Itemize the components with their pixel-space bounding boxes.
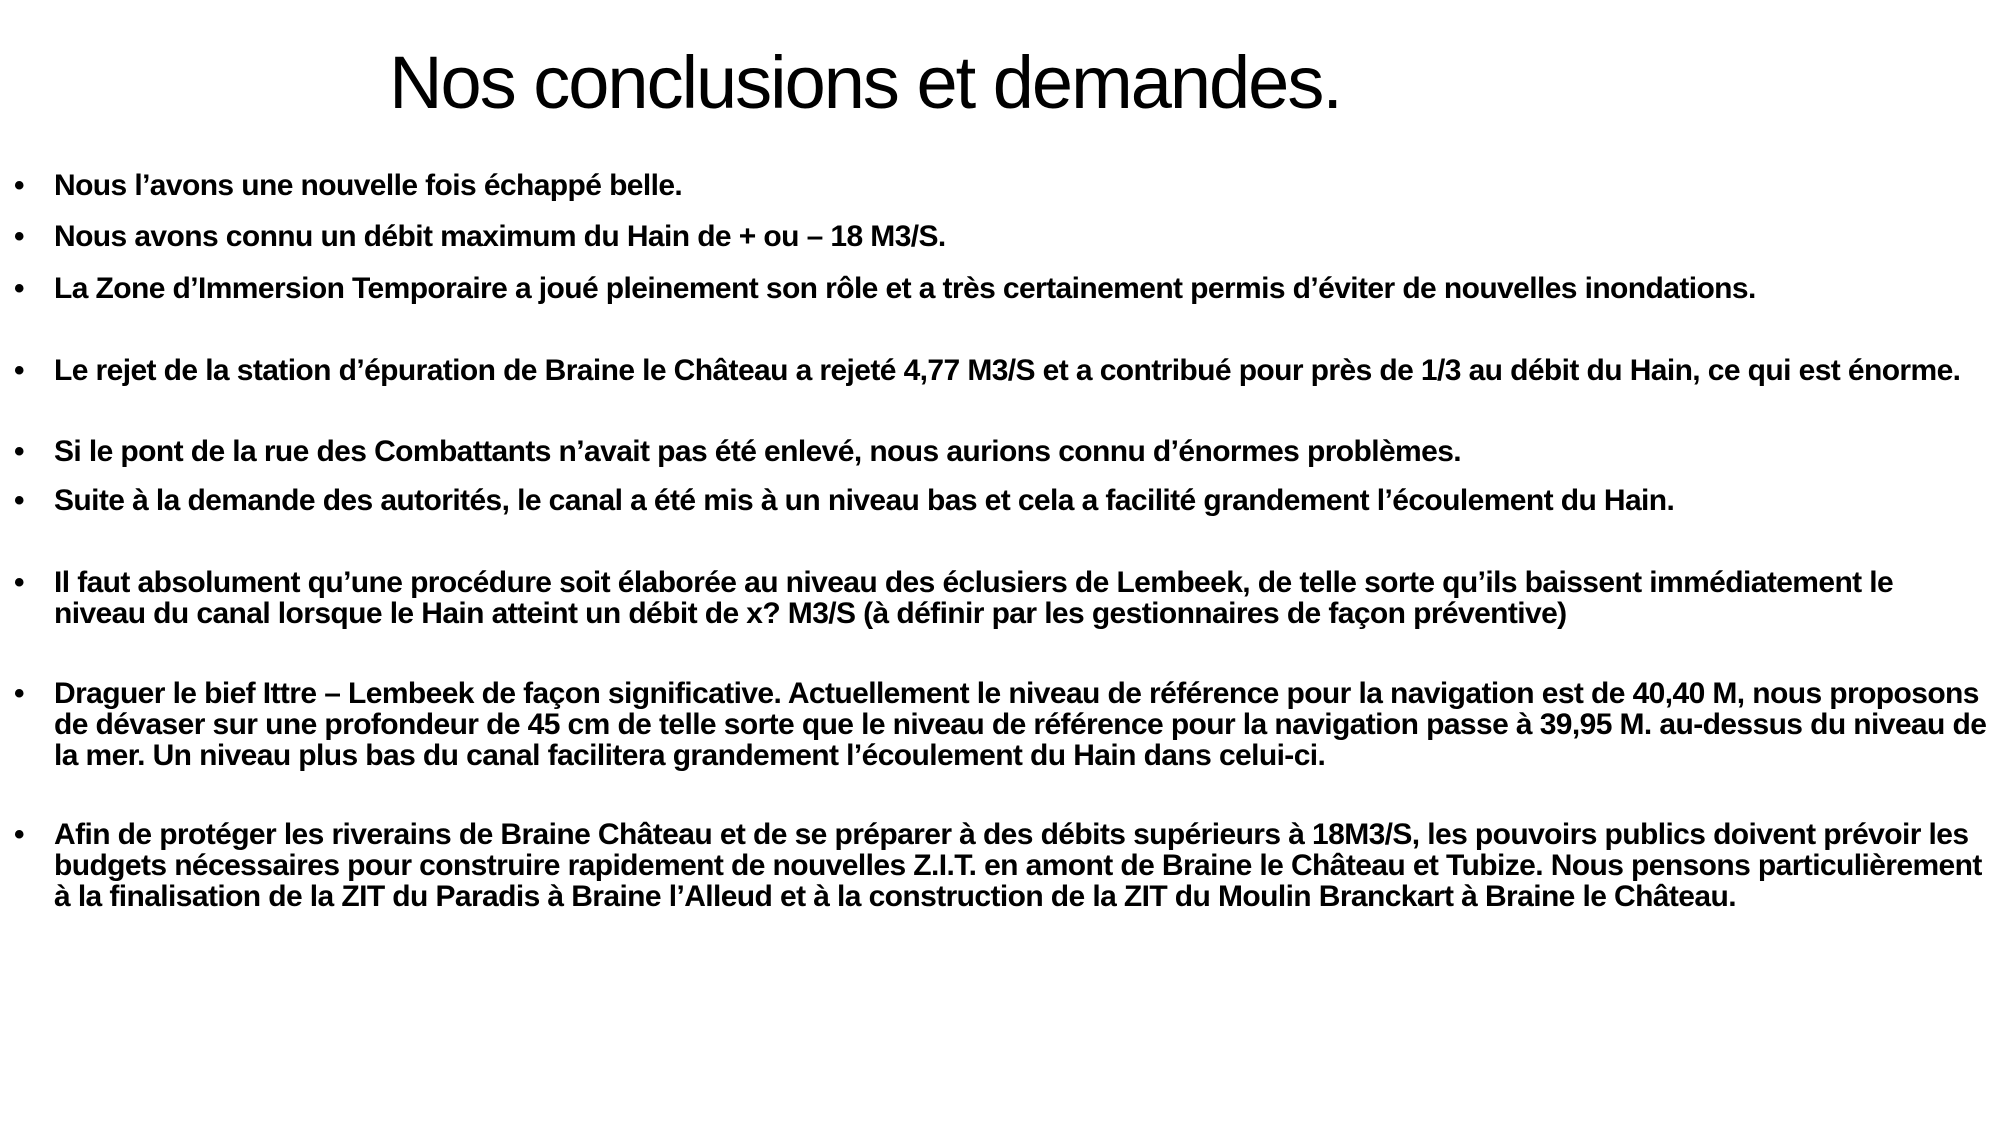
bullet-text: Si le pont de la rue des Combattants n’avait pas été enlevé, nous aurions connu d’énormes problèmes. xyxy=(54,435,1462,468)
bullet-icon: • xyxy=(14,818,24,851)
bullet-text: Suite à la demande des autorités, le canal a été mis à un niveau bas et cela a facilité grandement l’écoulement du Hain. xyxy=(54,484,1675,517)
bullet-item xyxy=(14,566,1989,630)
bullet-icon: • xyxy=(14,677,24,710)
bullet-icon: • xyxy=(14,220,24,253)
bullet-text: La Zone d’Immersion Temporaire a joué pleinement son rôle et a très certainement permis d’éviter de nouvelles inondations. xyxy=(54,272,1756,305)
bullet-item xyxy=(14,272,1989,305)
bullet-text: Afin de protéger les riverains de Braine Château et de se préparer à des débits supérieurs à 18M3/S, les pouvoirs publics doivent prévoir les budgets nécessaires pour construire rapidement de nouvelles Z.I.T. en amont de Braine le Château et Tubize. Nous pensons particulièrement à la finalisation de la ZIT du Paradis à Braine l’Alleud et à la construction de la ZIT du Moulin Branckart à Braine le Château. xyxy=(54,818,1982,913)
bullet-item xyxy=(14,677,1989,772)
bullet-item xyxy=(14,435,1989,468)
bullet-icon: • xyxy=(14,354,24,387)
bullet-icon: • xyxy=(14,169,24,202)
slide-title: Nos conclusions et demandes. xyxy=(389,41,1341,124)
bullet-item xyxy=(14,169,1989,202)
bullet-icon: • xyxy=(14,484,24,517)
bullet-item xyxy=(14,484,1989,517)
bullet-text: Le rejet de la station d’épuration de Braine le Château a rejeté 4,77 M3/S et a contribué pour près de 1/3 au débit du Hain, ce qui est énorme. xyxy=(54,354,1961,387)
bullet-text: Il faut absolument qu’une procédure soit élaborée au niveau des éclusiers de Lembeek, de telle sorte qu’ils baissent immédiatement le niveau du canal lorsque le Hain atteint un débit de x? M3/S (à définir par les gestionnaires de façon préventive) xyxy=(54,566,1894,630)
bullet-icon: • xyxy=(14,435,24,468)
bullet-text: Nous avons connu un débit maximum du Hain de + ou – 18 M3/S. xyxy=(54,220,946,253)
bullet-text: Draguer le bief Ittre – Lembeek de façon significative. Actuellement le niveau de référence pour la navigation est de 40,40 M, nous proposons de dévaser sur une profondeur de 45 cm de telle sorte que le niveau de référence pour la navigation passe à 39,95 M. au-dessus du niveau de la mer. Un niveau plus bas du canal facilitera grandement l’écoulement du Hain dans celui-ci. xyxy=(54,677,1987,772)
bullet-item xyxy=(14,220,1989,253)
bullet-item xyxy=(14,354,1989,387)
bullet-item xyxy=(14,818,1989,913)
bullet-text: Nous l’avons une nouvelle fois échappé belle. xyxy=(54,169,683,202)
bullet-icon: • xyxy=(14,272,24,305)
bullet-icon: • xyxy=(14,566,24,599)
